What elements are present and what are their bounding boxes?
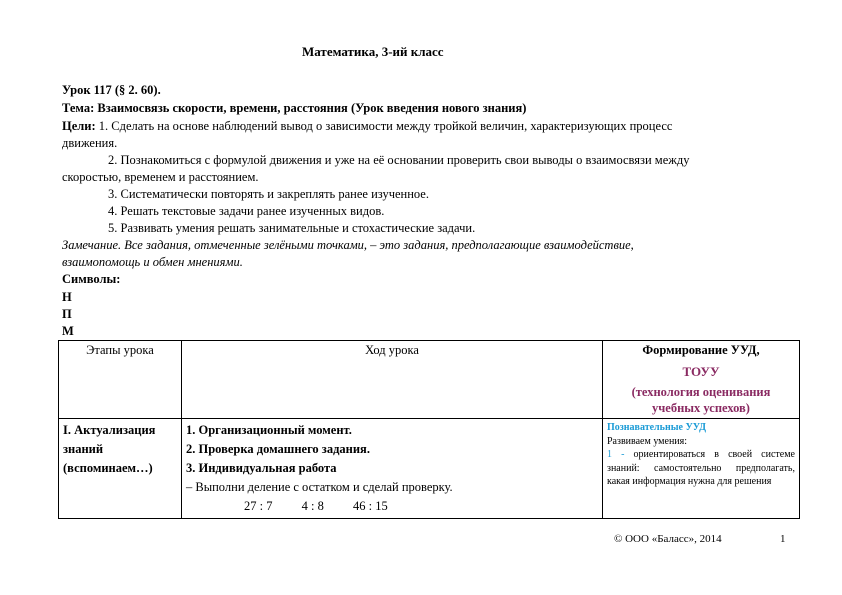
header-uud-text: Формирование УУД, (642, 343, 760, 357)
goal-1-a: 1. Сделать на основе наблюдений вывод о зависимости между тройкой величин, характеризующих процесс (98, 119, 673, 133)
uud-item-text: ориентироваться в своей системе знаний: самостоятельно предполагать, какая информация нужна для решения (607, 449, 795, 487)
lesson-topic (62, 101, 526, 116)
goal-2-a: 2. Познакомиться с формулой движения и уже на её основании проверить свои выводы о взаимосвязи между (108, 153, 690, 167)
symbols-label: Символы: (62, 272, 121, 286)
symbol-m: М (62, 324, 74, 338)
stage-line-1: I. Актуализация (63, 423, 156, 437)
stage-cell (59, 419, 182, 519)
uud-content (607, 421, 795, 507)
lesson-number: Урок 117 (§ 2. 60). (62, 83, 161, 97)
header-touu: ТОУУ (682, 364, 720, 379)
symbol-p: П (62, 307, 72, 321)
note-line-2: взаимопомощь и обмен мнениями. (62, 255, 243, 269)
step-2: 2. Проверка домашнего задания. (186, 442, 370, 456)
step-1: 1. Организационный момент. (186, 423, 352, 437)
uud-item-number: 1 - (607, 449, 625, 460)
header-tech-b: учебных успехов) (652, 401, 750, 415)
examples (244, 497, 598, 516)
example-3: 46 : 15 (352, 499, 388, 513)
goals-line-1 (62, 119, 672, 134)
stage-line-2: знаний (63, 442, 104, 456)
header-flow-text: Ход урока (365, 343, 419, 357)
goal-3: 3. Систематически повторять и закреплять ранее изученное. (108, 187, 429, 201)
symbol-n: Н (62, 290, 72, 304)
header-tech (607, 384, 795, 416)
uud-cell (603, 419, 800, 519)
table-header-row (59, 341, 800, 419)
header-stages-text: Этапы урока (86, 343, 154, 357)
task-text: – Выполни деление с остатком и сделай проверку. (186, 480, 453, 494)
goal-4: 4. Решать текстовые задачи ранее изученных видов. (108, 204, 385, 218)
goal-2-b: скоростью, временем и расстоянием. (62, 170, 259, 184)
uud-item (607, 448, 795, 489)
goal-5: 5. Развивать умения решать занимательные и стохастические задачи. (108, 221, 476, 235)
goals-label: Цели: (62, 119, 96, 133)
stage-line-3: (вспоминаем…) (63, 461, 153, 475)
uud-intro: Развиваем умения: (607, 435, 688, 447)
example-1: 27 : 7 (244, 499, 273, 513)
page-number: 1 (780, 533, 786, 545)
goal-1-b: движения. (62, 136, 118, 150)
footer-copyright: © ООО «Баласс», 2014 (614, 533, 722, 545)
example-2: 4 : 8 (301, 499, 324, 513)
document-title: Математика, 3-ий класс (302, 44, 444, 59)
topic-text: Взаимосвязь скорости, времени, расстояния (Урок введения нового знания) (97, 101, 527, 115)
header-tech-a: (технология оценивания (631, 385, 771, 399)
flow-cell (182, 419, 603, 519)
lesson-table (58, 340, 800, 519)
header-stages (59, 341, 182, 419)
table-row (59, 419, 800, 519)
note-line-1: Замечание. Все задания, отмеченные зелёными точками, – это задания, предполагающие взаимодействие, (62, 238, 634, 252)
header-flow (182, 341, 603, 419)
step-3: 3. Индивидуальная работа (186, 461, 337, 475)
header-uud (603, 341, 800, 419)
uud-title: Познавательные УУД (607, 422, 707, 433)
topic-label: Тема: (62, 101, 95, 115)
